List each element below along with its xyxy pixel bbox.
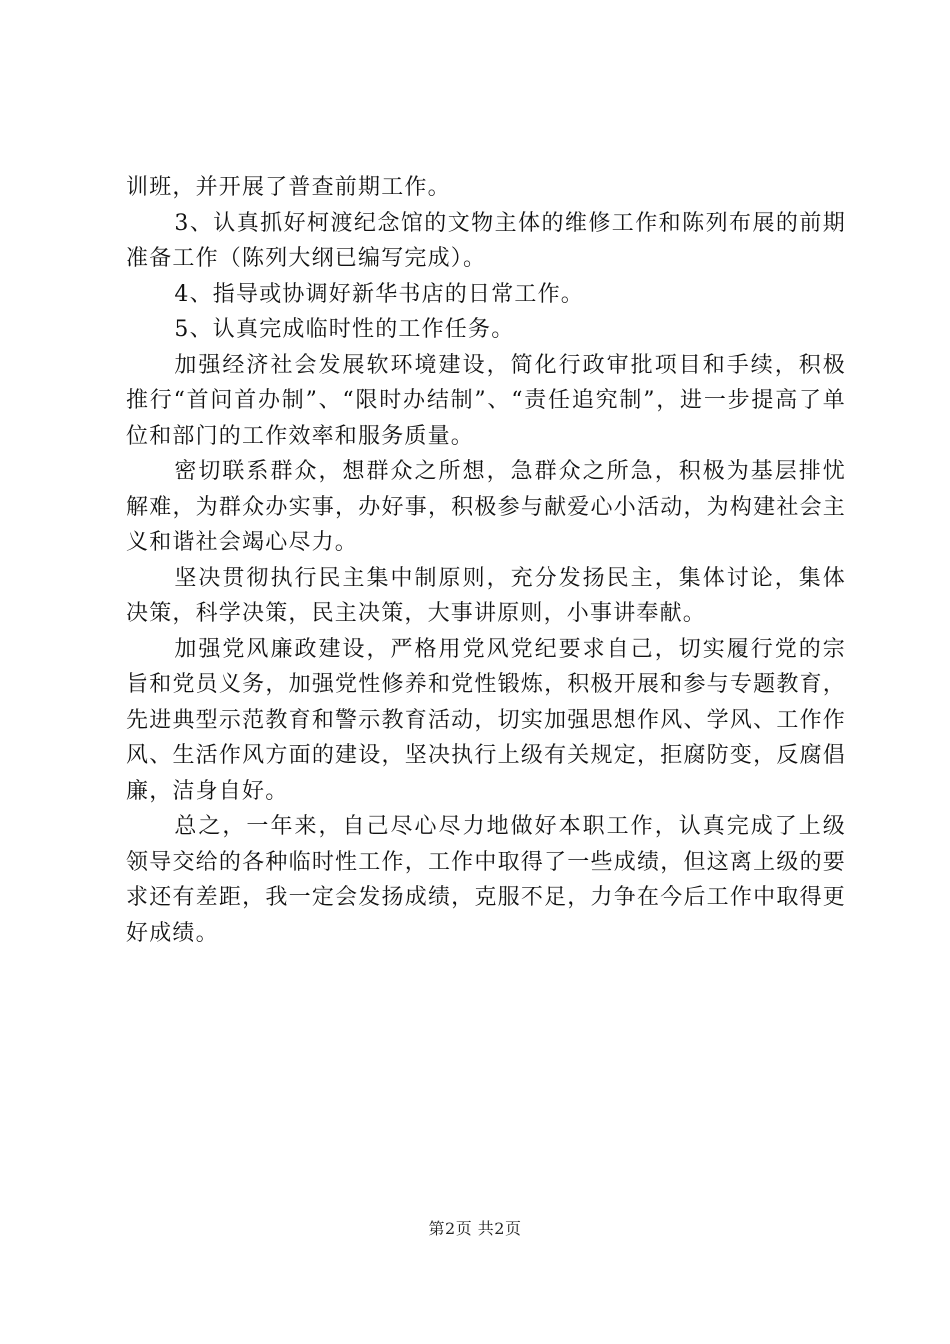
paragraph-2: 3、认真抓好柯渡纪念馆的文物主体的维修工作和陈列布展的前期准备工作（陈列大纲已编写完成）。 <box>126 210 846 271</box>
paragraph-7: 坚决贯彻执行民主集中制原则，充分发扬民主，集体讨论，集体决策，科学决策，民主决策，大事讲原则，小事讲奉献。 <box>126 565 846 626</box>
paragraph-9: 总之，一年来，自己尽心尽力地做好本职工作，认真完成了上级领导交给的各种临时性工作，工作中取得了一些成绩，但这离上级的要求还有差距，我一定会发扬成绩，克服不足，力争在今后工作中取得更好成绩。 <box>126 814 846 946</box>
paragraph-8: 加强党风廉政建设，严格用党风党纪要求自己，切实履行党的宗旨和党员义务，加强党性修养和党性锻炼，积极开展和参与专题教育，先进典型示范教育和警示教育活动，切实加强思想作风、学风、工作作风、生活作风方面的建设，坚决执行上级有关规定，拒腐防变，反腐倡廉，洁身自好。 <box>126 636 846 804</box>
paragraph-5: 加强经济社会发展软环境建设，简化行政审批项目和手续，积极推行“首问首办制”、“限时办结制”、“责任追究制”，进一步提高了单位和部门的工作效率和服务质量。 <box>126 352 846 449</box>
paragraph-1: 训班，并开展了普查前期工作。 <box>126 175 451 200</box>
page-footer <box>0 1216 950 1239</box>
paragraph-6: 密切联系群众，想群众之所想，急群众之所急，积极为基层排忧解难，为群众办实事，办好事，积极参与献爱心小活动，为构建社会主义和谐社会竭心尽力。 <box>126 459 846 555</box>
paragraph-3: 4、指导或协调好新华书店的日常工作。 <box>174 281 584 307</box>
paragraph-4: 5、认真完成临时性的工作任务。 <box>174 317 515 342</box>
page-number-label: 第2页 共2页 <box>428 1219 522 1238</box>
document-body <box>126 170 846 951</box>
